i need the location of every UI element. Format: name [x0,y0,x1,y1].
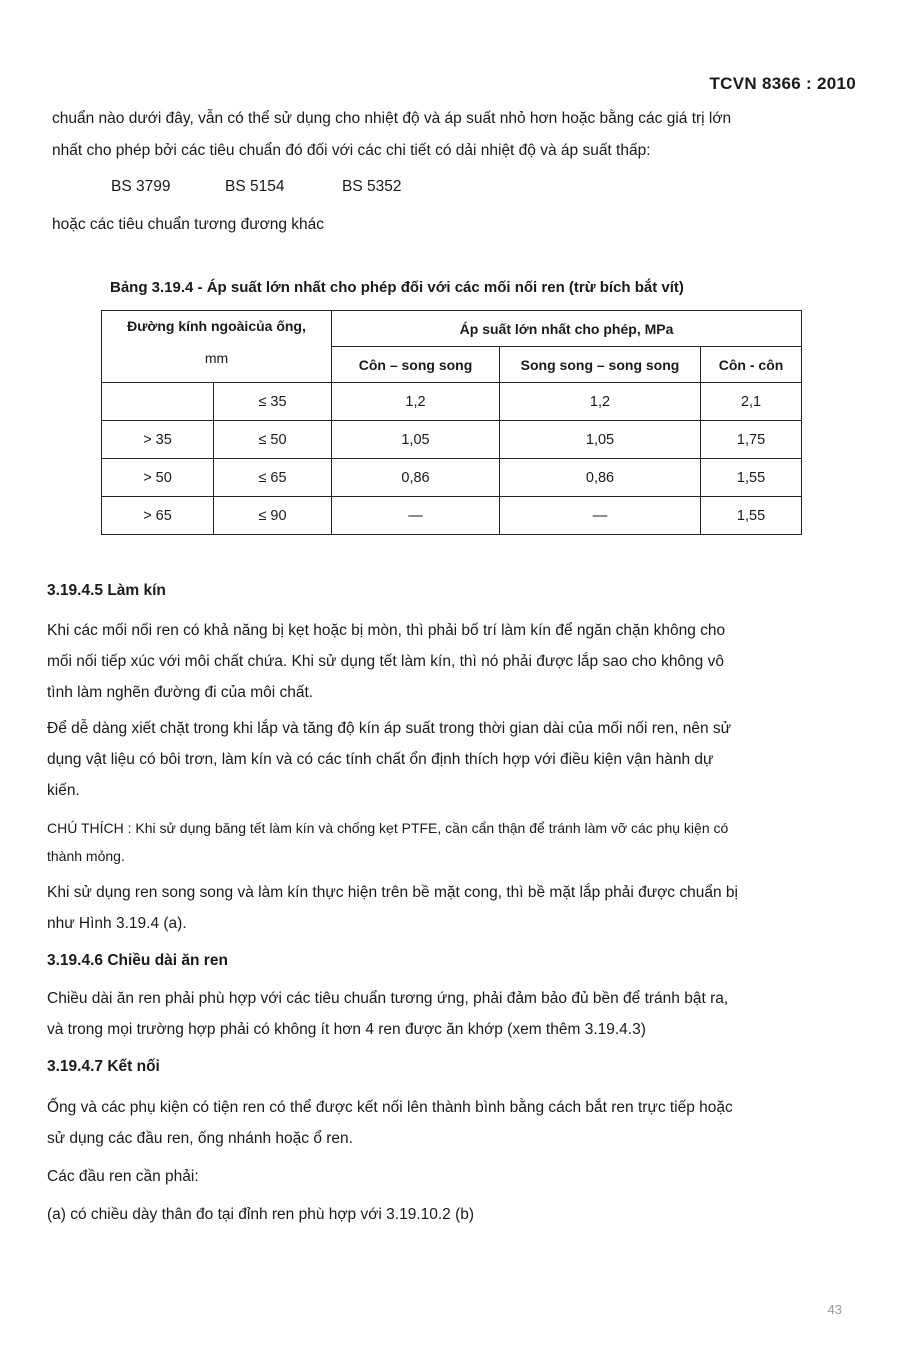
cell-value: 2,1 [701,383,802,421]
sealing-note [47,814,728,870]
cell-value: 1,2 [332,383,500,421]
text-line: tình làm nghẽn đường đi của môi chất. [47,684,314,701]
cell-max: ≤ 65 [214,459,332,497]
standard-code: BS 3799 [111,178,171,195]
text-line: mối nối tiếp xúc với môi chất chứa. Khi sử dụng tết làm kín, thì nó phải được lắp sao cho không vô [47,653,724,670]
section-heading-sealing: 3.19.4.5 Làm kín [47,582,166,599]
section-heading-thread-engagement: 3.19.4.6 Chiều dài ăn ren [47,952,228,969]
cell-value: 1,05 [500,421,701,459]
cell-value: 1,05 [332,421,500,459]
cell-min: > 65 [102,497,214,535]
text-line: Để dễ dàng xiết chặt trong khi lắp và tăng độ kín áp suất trong thời gian dài của mối nối ren, nên sử [47,720,732,737]
text-line: sử dụng các đầu ren, ống nhánh hoặc ổ ren. [47,1130,353,1147]
text-line: và trong mọi trường hợp phải có không ít hơn 4 ren được ăn khớp (xem thêm 3.19.4.3) [47,1021,646,1038]
text-line: CHÚ THÍCH : Khi sử dụng băng tết làm kín và chống kẹt PTFE, cần cẩn thận để tránh làm vỡ các phụ kiện có [47,820,729,836]
document-standard-header: TCVN 8366 : 2010 [709,74,856,93]
text-line: như Hình 3.19.4 (a). [47,915,187,932]
cell-max: ≤ 50 [214,421,332,459]
intro-line-2: nhất cho phép bởi các tiêu chuẩn đó đối với các chi tiết có dải nhiệt độ và áp suất thấp: [52,142,651,159]
diameter-header: Đường kính ngoàicủa ống, [127,317,306,334]
col-header-taper-taper: Côn - côn [701,347,802,383]
cell-value: — [332,497,500,535]
table-caption: Bảng 3.19.4 - Áp suất lớn nhất cho phép đối với các mối nối ren (trừ bích bắt vít) [110,279,684,296]
table-row [102,421,802,459]
cell-value: 0,86 [332,459,500,497]
cell-max: ≤ 35 [214,383,332,421]
standard-code: BS 5352 [342,178,402,195]
cell-min: > 35 [102,421,214,459]
thread-engagement-paragraph [47,983,728,1045]
cell-max: ≤ 90 [214,497,332,535]
text-line: dụng vật liệu có bôi trơn, làm kín và có các tính chất ổn định thích hợp với điều kiện vận hành dự [47,751,714,768]
col-header-parallel-parallel: Song song – song song [500,347,701,383]
standard-code: BS 5154 [225,178,285,195]
cell-value: 1,2 [500,383,701,421]
diameter-header-cell [102,311,332,383]
connection-paragraph-1 [47,1092,733,1154]
text-line: Khi sử dụng ren song song và làm kín thực hiện trên bề mặt cong, thì bề mặt lắp phải được chuẩn bị [47,884,738,901]
pressure-header: Áp suất lớn nhất cho phép, MPa [332,311,802,347]
intro-line-1: chuẩn nào dưới đây, vẫn có thể sử dụng cho nhiệt độ và áp suất nhỏ hơn hoặc bằng các giá trị lớn [52,110,732,127]
cell-min: > 50 [102,459,214,497]
sealing-paragraph-1 [47,615,725,708]
col-header-taper-parallel: Côn – song song [332,347,500,383]
sealing-paragraph-3 [47,877,738,939]
section-heading-connection: 3.19.4.7 Kết nối [47,1058,160,1075]
text-line: Ống và các phụ kiện có tiện ren có thể được kết nối lên thành bình bằng cách bắt ren trực tiếp hoặc [47,1099,733,1116]
page-number: 43 [827,1302,842,1317]
table-row [102,497,802,535]
table-row [102,459,802,497]
connection-paragraph-2: Các đầu ren cần phải: [47,1168,199,1185]
cell-min [102,383,214,421]
text-line: Khi các mối nối ren có khả năng bị kẹt hoặc bị mòn, thì phải bố trí làm kín để ngăn chặn không cho [47,622,726,639]
text-line: kiến. [47,782,80,799]
table-row [102,383,802,421]
intro-line-3: hoặc các tiêu chuẩn tương đương khác [52,216,325,233]
cell-value: 1,55 [701,459,802,497]
diameter-unit: mm [204,349,229,366]
cell-value: 1,75 [701,421,802,459]
cell-value: — [500,497,701,535]
text-line: Chiều dài ăn ren phải phù hợp với các tiêu chuẩn tương ứng, phải đảm bảo đủ bền để tránh bật ra, [47,990,729,1007]
pressure-table [101,310,802,535]
cell-value: 0,86 [500,459,701,497]
text-line: thành mỏng. [47,848,125,864]
cell-value: 1,55 [701,497,802,535]
sealing-paragraph-2 [47,713,731,806]
connection-item-a: (a) có chiều dày thân đo tại đỉnh ren phù hợp với 3.19.10.2 (b) [47,1206,475,1223]
standards-list [111,171,401,202]
